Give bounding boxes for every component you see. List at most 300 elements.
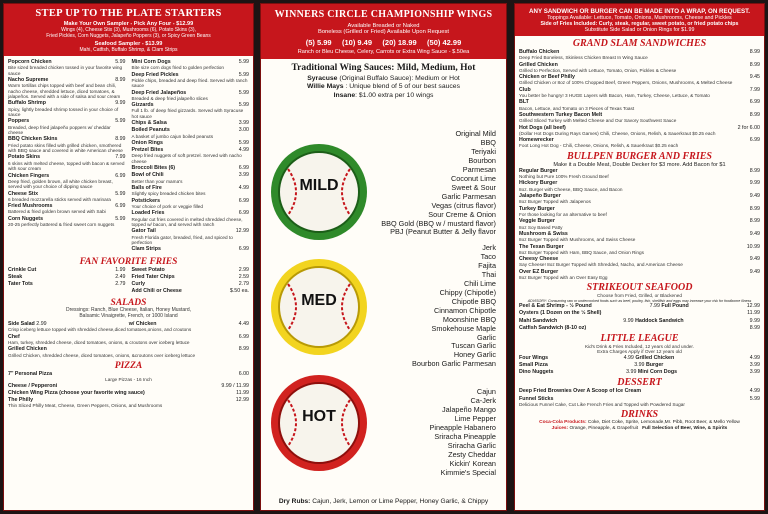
starter-price: 6.99 — [238, 197, 249, 204]
starter-name: Bowl of Chili — [131, 172, 164, 179]
pizza-list — [4, 371, 253, 409]
starter-item — [8, 173, 126, 190]
sauce-item: Sriracha Garlic — [447, 440, 496, 450]
sandwich-item — [519, 74, 760, 86]
fries-item — [132, 267, 250, 273]
fries-price: 2.59 — [238, 273, 249, 280]
pizza-price: 12.99 — [235, 397, 249, 404]
burger-item — [519, 231, 760, 243]
personal-pizza-name: 7" Personal Pizza — [8, 371, 53, 377]
willie-mays-text: : Unique blend of 5 of our best sauces — [343, 83, 460, 90]
salad-name: Grilled Chicken — [8, 346, 47, 353]
starter-price: 4.99 — [238, 147, 249, 154]
sandwich-price: 9.45 — [749, 74, 760, 81]
starter-item — [132, 140, 250, 146]
starter-desc: Slightly spicy breaded chicken bites — [131, 191, 206, 197]
burger-price: 10.99 — [746, 243, 760, 250]
starter-desc: A basket of jumbo cajun boiled peanuts — [131, 133, 214, 139]
sampler-line-2: Fried Pickles, Corn Nuggets, Jalapeño Poppers (3), or Spicy Green Beans — [46, 33, 211, 39]
seafood-price-2: 12.99 — [746, 303, 760, 310]
starter-desc: Fresh Florida gator, breaded, fried, and spiced to perfection — [131, 234, 233, 245]
drinks-title: DRINKS — [620, 409, 659, 421]
starter-desc: 20-25 perfectly battered & fried sweet corn nuggets — [8, 221, 115, 227]
burger-price: 9.99 — [749, 180, 760, 187]
pizza-item — [8, 390, 249, 396]
hot-baseball — [268, 372, 370, 474]
seafood-name: Catfish Sandwich (8-10 oz) — [519, 324, 587, 331]
sauce-item: Tuscan Garlic — [451, 341, 496, 351]
salad-price-2: 4.49 — [238, 321, 249, 328]
burger-title: BULLPEN BURGER AND FRIES — [567, 150, 712, 162]
sauce-item: Jerk — [482, 243, 496, 252]
starter-item — [132, 120, 250, 126]
starter-price: 5.99 — [238, 140, 249, 147]
seafood-price: 7.99 — [649, 303, 660, 310]
sauce-item: Lime Pepper — [454, 413, 496, 423]
sandwich-price: 6.99 — [749, 99, 760, 106]
starter-price: 6.99 — [115, 203, 126, 210]
starter-price: 3.99 — [238, 172, 249, 179]
dessert-price: 4.99 — [749, 388, 760, 395]
salads-title: SALADS — [110, 298, 147, 309]
burger-name: Veggie Burger — [519, 218, 555, 225]
sauce-item: Cinnamon Chipotle — [433, 305, 496, 315]
starter-price: 6.99 — [238, 246, 249, 253]
starter-price: 4.99 — [238, 185, 249, 192]
dessert-item — [519, 396, 760, 408]
starter-price: 6.99 — [115, 172, 126, 179]
sandwich-desc: (Dollar Hot Dogs During Rays Games) Chili, Cheese, Onions, Relish, & Sauerkraut $0.25 each — [519, 130, 716, 136]
fries-item — [132, 281, 250, 287]
fries-name: Fried Tater Chips — [131, 273, 175, 280]
starter-name: Balls of Fire — [131, 185, 162, 192]
starter-item — [8, 118, 126, 135]
seafood-price: 9.99 — [623, 317, 634, 324]
starter-name: Potato Skins — [8, 154, 41, 161]
kids-name-2: Burger — [645, 362, 664, 368]
kids-price-2: 4.99 — [749, 354, 760, 361]
dressings-line-1: Dressings: Ranch, Blue Cheese, Italian, Honey Mustard, — [65, 307, 192, 314]
seafood-sampler-title: Seafood Sampler - $13.99 — [94, 41, 163, 47]
sandwich-desc: Grilled Chicken or 8oz of 100% Chopped Beef, Green Peppers, Onions, Mushrooms, & Melted Cheese — [519, 80, 733, 86]
salad-item — [8, 346, 249, 358]
sauce-item: Jalapeño Mango — [442, 404, 496, 414]
dessert-name: Deep Fried Brownies Over A Scoop of Ice Cream — [519, 388, 642, 395]
sandwich-price: 6.99 — [749, 137, 760, 144]
starter-desc: Spicy, lightly breaded shrimp tossed in your choice of sauce — [8, 106, 119, 118]
sauce-item: Zesty Cheddar — [448, 449, 496, 459]
sandwiches-panel — [514, 3, 765, 511]
dessert-desc: Delicious Funnel Cake, Cut Like French Fries and Topped with Powdered Sugar — [519, 401, 685, 407]
starter-price: 6.99 — [238, 210, 249, 217]
burger-desc: 8oz Burger Topped with Mushrooms, and Swiss Cheese — [519, 237, 636, 243]
kids-price-2: 3.99 — [749, 369, 760, 376]
starter-price: 5.99 — [115, 190, 126, 197]
large-pizzas — [8, 383, 249, 409]
sandwich-name: BLT — [519, 99, 529, 106]
sandwich-price: 7.99 — [749, 86, 760, 93]
medium-label: MED — [301, 292, 337, 309]
drinks-juices-text: Orange, Pineapple, & Grapefruit — [568, 425, 639, 431]
fries-price: 2.49 — [115, 273, 126, 280]
burger-item — [519, 206, 760, 218]
fries-price: 2.79 — [238, 280, 249, 287]
starter-price: 5.99 — [238, 71, 249, 78]
sauce-item: Chippy (Chipotle) — [439, 287, 496, 297]
seafood-item — [519, 325, 760, 331]
pizza-title: PIZZA — [114, 361, 143, 371]
seafood-name: Oysters (1 Dozen on the ½ Shell) — [519, 310, 602, 317]
drinks-cola-label: Coca-Cola Products: — [539, 420, 587, 426]
little-league-sub-1: Kid's Drink & Fries Included, 12 years old and under. — [584, 343, 695, 349]
seafood-item — [519, 303, 760, 309]
kids-item — [519, 369, 760, 375]
starter-name: Mini Corn Dogs — [131, 59, 171, 65]
sauce-item: Kickin' Korean — [449, 458, 496, 468]
burger-item — [519, 180, 760, 192]
mild-baseball — [268, 141, 370, 243]
fries-item — [132, 288, 250, 294]
seafood-advisory: ADVISORY: Consuming raw or undercooked foods such as beef, poultry, fish, shellfish and eggs may increase your risk for foodborne illness — [527, 298, 752, 303]
sandwich-desc: Deep Fried Boneless, Skinless Chicken Breast In Wing Sauce — [519, 55, 648, 61]
salad-name: Side Salad — [8, 321, 35, 328]
starter-name: Corn Nuggets — [8, 215, 44, 222]
starter-desc: Deep fried, golden brown, all white chicken breast, served with your choice of dipping sauce — [8, 178, 113, 190]
burger-desc: 8oz. Burger with Cheese, BBQ Sauce, and Bacon — [519, 186, 623, 192]
dessert-title: DESSERT — [617, 377, 662, 389]
fries-item — [8, 274, 126, 280]
starter-price: 5.99 — [238, 89, 249, 96]
starter-price: 3.00 — [238, 127, 249, 134]
pizza-name: Chicken Wing Pizza (choose your favorite wing sauce) — [8, 389, 145, 396]
starter-item — [8, 203, 126, 215]
sandwich-item — [519, 87, 760, 99]
starter-desc: Regular cut fries covered in melted shredded cheese, topped w/ bacon, and served with ranch — [131, 216, 243, 227]
sandwich-desc: Grilled Sliced Turkey with Melted Cheese and Our Savory Southwest Sauce — [519, 118, 677, 124]
starter-name: Gator Tail — [131, 228, 156, 235]
burger-price: 8.99 — [749, 205, 760, 212]
kids-price: 3.99 — [626, 369, 637, 376]
sauce-item: Fajita — [478, 260, 496, 270]
sandwich-name: Hot Dogs (all beef) — [519, 124, 566, 131]
kids-name: Four Wings — [519, 354, 549, 361]
starter-desc: Bite sized breaded chicken tossed in your favorite wing sauce — [8, 65, 123, 76]
kids-price: 4.99 — [623, 354, 634, 361]
sandwich-desc: Grilled to Perfection, Served with Lettuce, Tomato, Onion, Pickles & Cheese — [519, 67, 677, 73]
starter-desc: Your choice of pork or veggie filled — [131, 203, 203, 209]
fries-price: 1.99 — [115, 266, 126, 273]
starter-item — [8, 191, 126, 203]
sandwich-item — [519, 137, 760, 149]
wings-sides: Ranch or Bleu Cheese, Celery, Carrots or Extra Wing Sauce - $.50ea — [297, 49, 470, 55]
fries-price: 2.99 — [238, 266, 249, 273]
starter-price: 5.99 — [115, 118, 126, 125]
starter-name: Chips & Salsa — [131, 120, 167, 127]
starter-item — [8, 216, 126, 228]
seafood-price-2: 9.99 — [749, 317, 760, 324]
burger-name: Cheesy Cheese — [519, 256, 559, 263]
little-league-title: LITTLE LEAGUE — [600, 332, 679, 344]
salads-list — [4, 321, 253, 358]
burger-desc: Nothing but Pure 100% Fresh Ground Beef — [519, 174, 609, 180]
sandwich-item — [519, 112, 760, 124]
starter-name: Nacho Supreme — [8, 77, 49, 84]
starter-name: Onion Rings — [131, 140, 163, 147]
starter-item — [132, 185, 250, 197]
salad-item — [8, 321, 249, 333]
fries-item — [8, 267, 126, 273]
starter-desc: Breaded, deep fried jalapeño poppers w/ cheddar cheese — [8, 124, 111, 136]
starter-item — [132, 198, 250, 210]
sandwich-item — [519, 125, 760, 137]
starter-price: 5.99 — [238, 102, 249, 109]
burger-item — [519, 269, 760, 281]
sauce-item: Parmesan — [462, 164, 496, 174]
willie-mays-label: Willie Mays — [307, 83, 344, 90]
sandwich-name: Club — [519, 86, 531, 93]
kids-name: Dino Nuggets — [519, 369, 554, 376]
fries-left-column — [8, 267, 126, 296]
sandwich-price: 8.99 — [749, 61, 760, 68]
sauce-item: Bourbon Garlic Parmesan — [412, 359, 496, 369]
sauce-item: Sour Creme & Onion — [428, 209, 496, 219]
sampler-line-1: Wings (4), Cheese Stix (3), Mushrooms (6), Potato Skins (3), — [61, 27, 196, 33]
desserts-list — [515, 388, 764, 407]
starter-price: 9.99 — [115, 100, 126, 107]
sandwich-name: Homewrecker — [519, 137, 554, 144]
starter-price: 3.99 — [238, 120, 249, 127]
little-league-sub-2: Extra Charges Apply if Over 12 years old — [597, 349, 682, 355]
starter-name: Deep Fried Jalapeños — [131, 89, 187, 96]
sauce-item: Coconut Lime — [450, 173, 496, 183]
starter-price: 6.99 — [238, 165, 249, 172]
sauce-item: Pineapple Habanero — [429, 422, 496, 432]
sauce-item: Ca-Jerk — [470, 395, 496, 405]
sandwich-name: Grilled Chicken — [519, 61, 558, 68]
kids-name-2: Mini Corn Dogs — [637, 369, 678, 376]
pizza-name: Cheese / Pepperoni — [8, 382, 58, 389]
sandwich-price: 8.99 — [749, 112, 760, 119]
starter-item — [132, 228, 250, 245]
starter-name: Loaded Fries — [131, 210, 165, 217]
burger-price: 8.99 — [749, 167, 760, 174]
sandwich-price: 2 for 6.00 — [737, 124, 760, 131]
sauce-item: Chili Lime — [463, 278, 496, 288]
fries-name: Crinkle Cut — [8, 266, 37, 273]
sauce-intro — [261, 63, 506, 99]
sauce-item: Moonshine BBQ — [442, 314, 496, 324]
fries-title: FAN FAVORITE FRIES — [79, 256, 178, 267]
fries-name: Steak — [8, 273, 23, 280]
pizza-item — [8, 397, 249, 409]
wrap-line-1: ANY SANDWICH OR BURGER CAN BE MADE INTO A WRAP, ON REQUEST. — [529, 8, 750, 15]
starters-left-column — [8, 59, 126, 254]
starter-item — [8, 154, 126, 171]
burger-price: 8.99 — [749, 218, 760, 225]
starter-item — [132, 127, 250, 139]
drinks-spirits: Full Selection of Beer, Wine, & Spirits — [642, 425, 728, 431]
seafood-title: STRIKEOUT SEAFOOD — [586, 282, 693, 294]
burger-desc: For those looking for an alternative to beef — [519, 211, 607, 217]
dry-rubs-label: Dry Rubs: — [278, 498, 311, 505]
sandwich-desc: You better be hungry! 3 HUGE Layers with Bacon, Ham, Turkey, Cheese, Lettuce, & Tomato — [519, 93, 710, 99]
burger-desc: 8oz Soy Based Patty — [519, 224, 563, 230]
fries-name: Tater Tots — [8, 280, 33, 287]
starter-name: Clam Strips — [131, 246, 161, 253]
kids-list — [515, 355, 764, 376]
burger-item — [519, 256, 760, 268]
starter-name: Deep Fried Pickles — [131, 71, 179, 78]
salad-item — [8, 334, 249, 346]
wrap-notice-band — [515, 4, 764, 36]
starter-item — [132, 59, 250, 71]
medium-baseball — [268, 256, 370, 358]
wings-header-band — [261, 4, 506, 59]
kids-item — [519, 355, 760, 361]
sandwich-item — [519, 62, 760, 74]
dry-rubs — [261, 498, 506, 505]
starter-name: Potstickers — [131, 197, 161, 204]
sandwich-name: Chicken or Beef Philly — [519, 74, 575, 81]
sauce-item: Thai — [481, 269, 496, 279]
starter-price: 5.99 — [115, 59, 126, 65]
sandwiches-title: GRAND SLAM SANDWICHES — [572, 38, 707, 49]
seafood-sub: Choose from Fried, Grilled, or Blackened — [597, 293, 682, 299]
sauce-item: Cajun — [476, 387, 496, 396]
seafood-sampler-line: Mahi, Catfish, Buffalo Shrimp, & Clam Strips — [79, 47, 178, 53]
salad-name: Chef — [8, 333, 20, 340]
burger-name: Mushroom & Swiss — [519, 230, 568, 237]
starter-item — [132, 246, 250, 252]
kids-price: 3.99 — [634, 362, 645, 368]
burger-item — [519, 218, 760, 230]
mild-label: MILD — [299, 177, 339, 194]
pizza-name: The Philly — [8, 397, 34, 404]
traditional-sauces: Traditional Wing Sauces: Mild, Medium, Hot — [291, 63, 476, 73]
starters-header-band — [4, 4, 253, 56]
sauce-item: Teriyaki — [471, 146, 496, 156]
sauce-item: Kimmie's Special — [440, 467, 496, 477]
wings-title: WINNERS CIRCLE CHAMPIONSHIP WINGS — [274, 9, 493, 20]
hot-sauce-list — [429, 388, 496, 478]
wings-panel — [260, 3, 507, 511]
burger-desc: Say Cheese! 8oz Burger Topped with Shredded, Nacho, and American Cheese — [519, 262, 683, 268]
burger-name: The Texan Burger — [519, 243, 564, 250]
starter-price: 8.99 — [115, 136, 126, 143]
seafood-list — [515, 303, 764, 331]
sandwich-desc: Bacon, Lettuce, and Tomato on 3 Pieces of Texas Toast — [519, 105, 635, 111]
starter-price: 7.99 — [115, 154, 126, 161]
burger-name: Over EZ Burger — [519, 268, 559, 275]
seafood-name: Mahi Sandwich — [519, 317, 558, 324]
fries-price: 2.79 — [115, 280, 126, 287]
drinks-cola-text: Coke, Diet Coke, Sprite, Lemonade,Mr. Pibb, Root Beer, & Mello Yellow — [586, 420, 740, 426]
burger-desc: 8oz Burger Topped with an Over Easy Egg — [519, 274, 608, 280]
sandwich-desc: Foot Long Hot Dog - Chili, Cheese, Onions, Relish, & Sauerkraut $0.25 each — [519, 143, 679, 149]
starter-item — [132, 210, 250, 227]
starter-item — [8, 59, 126, 76]
personal-pizza-price: 6.00 — [238, 371, 249, 377]
starter-desc: Fried potato skins filled with grilled chicken, smothered with BBQ sauce and covered in white American cheese — [8, 142, 123, 154]
seafood-name-2: Full Pound — [661, 303, 689, 310]
pizza-desc: Thin Sliced Philly Meat, Cheese, Green Peppers, Onions, and Mushrooms — [8, 403, 163, 409]
salad-price: 6.99 — [238, 333, 249, 340]
starters-title: STEP UP TO THE PLATE STARTERS — [35, 8, 222, 19]
pizza-price: 11.99 — [236, 389, 249, 396]
seafood-item — [519, 318, 760, 324]
starters-right-column — [132, 59, 250, 254]
sandwiches-list — [515, 49, 764, 149]
sauce-item: Chipotle BBQ — [451, 296, 496, 306]
sauce-item: Garlic Parmesan — [441, 191, 496, 201]
kids-item — [519, 362, 760, 368]
salad-mid: w/ Chicken — [128, 321, 157, 328]
sandwich-name: Buffalo Chicken — [519, 49, 560, 55]
starter-name: Chicken Fingers — [8, 172, 50, 179]
starter-name: Boiled Peanuts — [131, 127, 170, 134]
starter-item — [132, 102, 250, 119]
sauce-item: PBJ (Peanut Butter & Jelly flavor — [390, 227, 496, 237]
salad-price: 2.99 — [36, 321, 47, 328]
kids-name-2: Grilled Chicken — [635, 354, 675, 361]
hot-label: HOT — [302, 408, 336, 425]
starter-desc: Deep fried nuggets of soft pretzel. Served with nacho cheese — [131, 153, 242, 164]
starter-name: Pretzel Bites — [131, 147, 164, 154]
wings-sub-1: Available Breaded or Naked — [347, 23, 420, 29]
burger-price: 9.49 — [749, 256, 760, 263]
sauce-item: BBQ — [480, 137, 496, 147]
starter-item — [132, 165, 250, 171]
wrap-line-2: Toppings Available: Lettuce, Tomato, Onions, Mushrooms, Cheese and Pickles — [547, 15, 732, 21]
starter-desc: Bite size corn dogs fried to golden perfection — [131, 65, 225, 71]
starter-item — [132, 172, 250, 184]
starter-desc: 6 breaded mozzarella sticks served with marinara — [8, 196, 111, 202]
burger-item — [519, 193, 760, 205]
starter-name: Broccoli Bites (6) — [131, 165, 176, 172]
burger-price: 9.49 — [749, 268, 760, 275]
sauce-item: Sweet & Sour — [451, 182, 496, 192]
starter-price: 5.99 — [115, 215, 126, 222]
dessert-item — [519, 388, 760, 394]
sandwich-item — [519, 49, 760, 61]
starter-desc: Breaded & deep fried jalapeño slices — [131, 95, 208, 101]
burger-item — [519, 168, 760, 180]
fries-item — [8, 281, 126, 287]
pizza-item — [8, 383, 249, 389]
sauce-item: Bourbon — [468, 155, 496, 165]
burger-desc: 8oz Burger Topped with Ham, BBQ Sauce, and Onion Rings — [519, 249, 644, 255]
insane-label: Insane — [333, 92, 356, 99]
sauce-item: Honey Garlic — [453, 350, 496, 360]
starter-price: 5.99 — [238, 59, 249, 65]
salad-price: 8.99 — [238, 346, 249, 353]
fries-columns — [4, 267, 253, 296]
starter-desc: Better than your mama's — [131, 178, 183, 184]
wings-sub-2: Boneless (Grilled or Fried) Available Upon Request — [317, 29, 450, 35]
starter-item — [132, 147, 250, 164]
wrap-line-3: Side of Fries Included: Curly, steak, regular, sweet potato, or fried potato chips — [540, 21, 739, 27]
fries-item — [132, 274, 250, 280]
dry-rubs-text: Cajun, Jerk, Lemon or Lime Pepper, Honey Garlic, & Chippy — [310, 498, 489, 505]
burger-name: Hickory Burger — [519, 180, 558, 187]
fries-name: Add Chili or Cheese — [131, 288, 182, 295]
dessert-name: Funnel Sticks — [519, 395, 554, 402]
salad-desc: Grilled Chicken, shredded cheese, diced tomatoes, onions, &croutons over iceberg lettuce — [8, 352, 196, 358]
burger-name: Regular Burger — [519, 167, 558, 174]
starter-name: Poppers — [8, 118, 30, 125]
burger-name: Turkey Burger — [519, 205, 555, 212]
starter-name: Buffalo Shrimp — [8, 100, 46, 107]
